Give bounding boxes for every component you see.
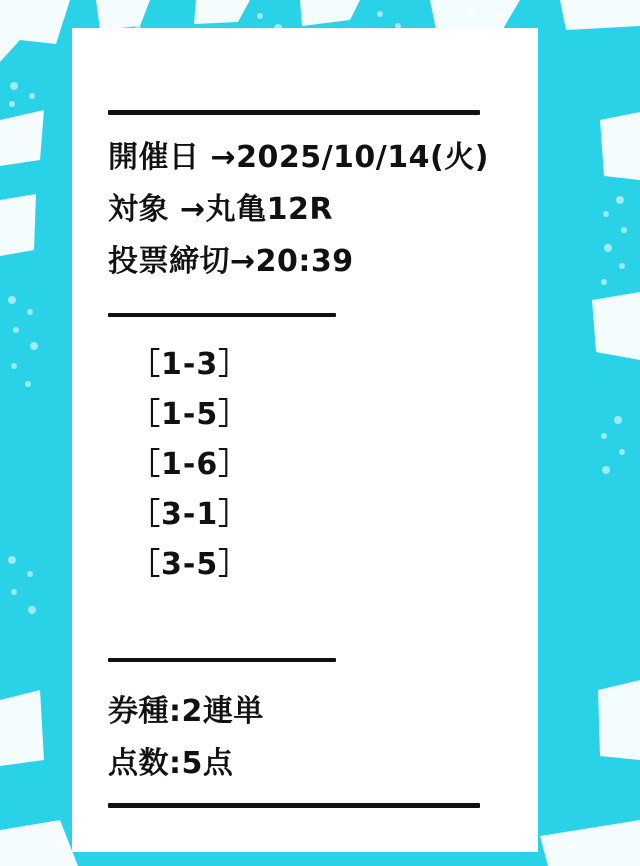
race-date-line: 開催日 →2025/10/14(火) bbox=[108, 140, 489, 175]
divider-bottom bbox=[108, 803, 480, 808]
list-item: ［1-5］ bbox=[130, 397, 250, 432]
divider-top bbox=[108, 110, 480, 115]
pick-list bbox=[130, 340, 490, 590]
card-inner bbox=[108, 28, 508, 852]
bet-type-line: 券種:2連単 bbox=[108, 694, 264, 729]
vote-deadline-line: 投票締切→20:39 bbox=[108, 244, 354, 279]
footer-block bbox=[108, 686, 508, 790]
prediction-card bbox=[72, 28, 538, 852]
divider-middle-lower bbox=[108, 658, 336, 662]
list-item: ［3-1］ bbox=[130, 497, 250, 532]
divider-middle-upper bbox=[108, 313, 336, 317]
bet-count-line: 点数:5点 bbox=[108, 746, 234, 781]
race-target-line: 対象 →丸亀12R bbox=[108, 192, 333, 227]
header-block bbox=[108, 132, 508, 288]
list-item: ［1-3］ bbox=[130, 347, 250, 382]
list-item: ［3-5］ bbox=[130, 547, 250, 582]
list-item: ［1-6］ bbox=[130, 447, 250, 482]
